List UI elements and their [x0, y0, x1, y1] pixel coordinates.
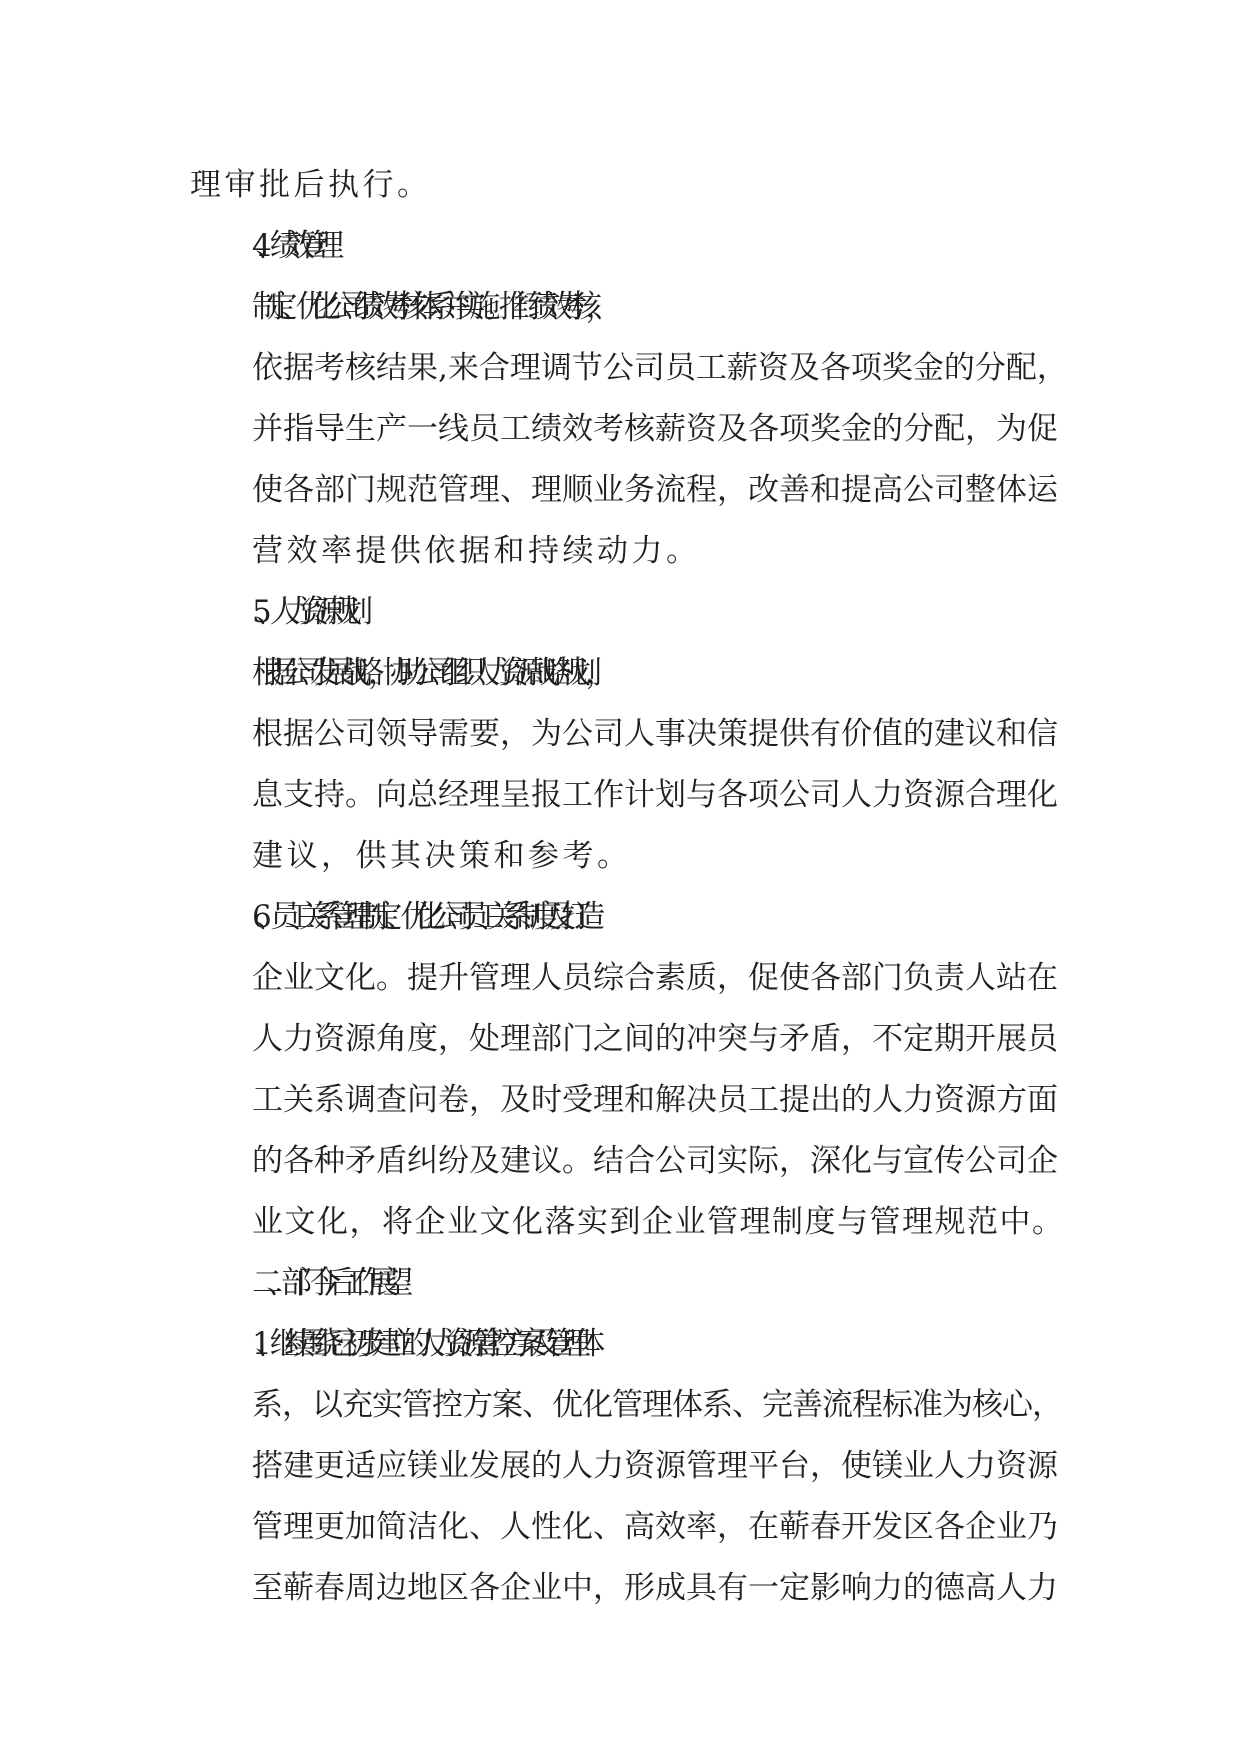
text-line: 的各种矛盾纠纷及建议。结合公司实际，深化与宣传公司企 — [252, 1143, 1058, 1179]
text-line: 并指导生产一线员工绩效考核薪资及各项奖金的分配，为促 — [252, 411, 1058, 447]
text-line: 6、员工关系管理制定、优化公司员工关系制度及打造 — [252, 899, 589, 935]
text-line: 工关系调查问卷，及时受理和解决员工提出的人力资源方面 — [252, 1082, 1058, 1118]
section-heading-outlook — [190, 1253, 1070, 1314]
paragraph-hr-planning — [190, 643, 1070, 887]
text-line: 根据公司领导需要，为公司人事决策提供有价值的建议和信 — [252, 716, 1058, 752]
paragraph-outlook-item-1 — [190, 1314, 1070, 1619]
heading-text: 二、部门今后工作展望 — [252, 1265, 397, 1301]
text-line: 企业文化。提升管理人员综合素质，促使各部门负责人站在 — [252, 960, 1058, 996]
heading-text: 5、人力资源规划 — [252, 594, 357, 630]
text-line: 至蕲春周边地区各企业中，形成具有一定影响力的德高人力 — [252, 1570, 1058, 1606]
section-heading-performance-management — [190, 216, 1070, 277]
text-line: 理审批后执行。 — [190, 167, 432, 203]
text-line: 管理更加简洁化、人性化、高效率，在蕲春开发区各企业乃 — [252, 1509, 1058, 1545]
paragraph-performance-management — [190, 277, 1070, 582]
section-heading-hr-planning — [190, 582, 1070, 643]
paragraph-continuation — [190, 155, 1070, 216]
text-line: 使各部门规范管理、理顺业务流程，改善和提高公司整体运 — [252, 472, 1058, 508]
document-body — [190, 155, 1070, 1619]
text-line: 1、继续围绕已初步建立的人力资源管控方案及管理体 — [252, 1326, 589, 1362]
text-line: 人力资源角度，处理部门之间的冲突与矛盾，不定期开展员 — [252, 1021, 1058, 1057]
text-line: 建议，供其决策和参考。 — [252, 838, 632, 874]
text-line: 搭建更适应镁业发展的人力资源管理平台，使镁业人力资源 — [252, 1448, 1058, 1484]
text-line: 制定、优化公司绩效考核体系并实施。推行绩效考核， — [252, 289, 600, 325]
text-line: 依据考核结果,来合理调节公司员工薪资及各项奖金的分配， — [252, 350, 1068, 386]
text-line: 业文化，将企业文化落实到企业管理制度与管理规范中。 — [252, 1204, 1065, 1240]
text-line: 营效率提供依据和持续动力。 — [252, 533, 701, 569]
paragraph-employee-relations — [190, 887, 1070, 1253]
text-line: 根据公司发展战略，协助公司组织人力资源战略规划， — [252, 655, 600, 691]
text-line: 系，以充实管控方案、优化管理体系、完善流程标准为核心， — [252, 1387, 1062, 1423]
text-line: 息支持。向总经理呈报工作计划与各项公司人力资源合理化 — [252, 777, 1058, 813]
heading-text: 4、绩效管理 — [252, 228, 328, 264]
